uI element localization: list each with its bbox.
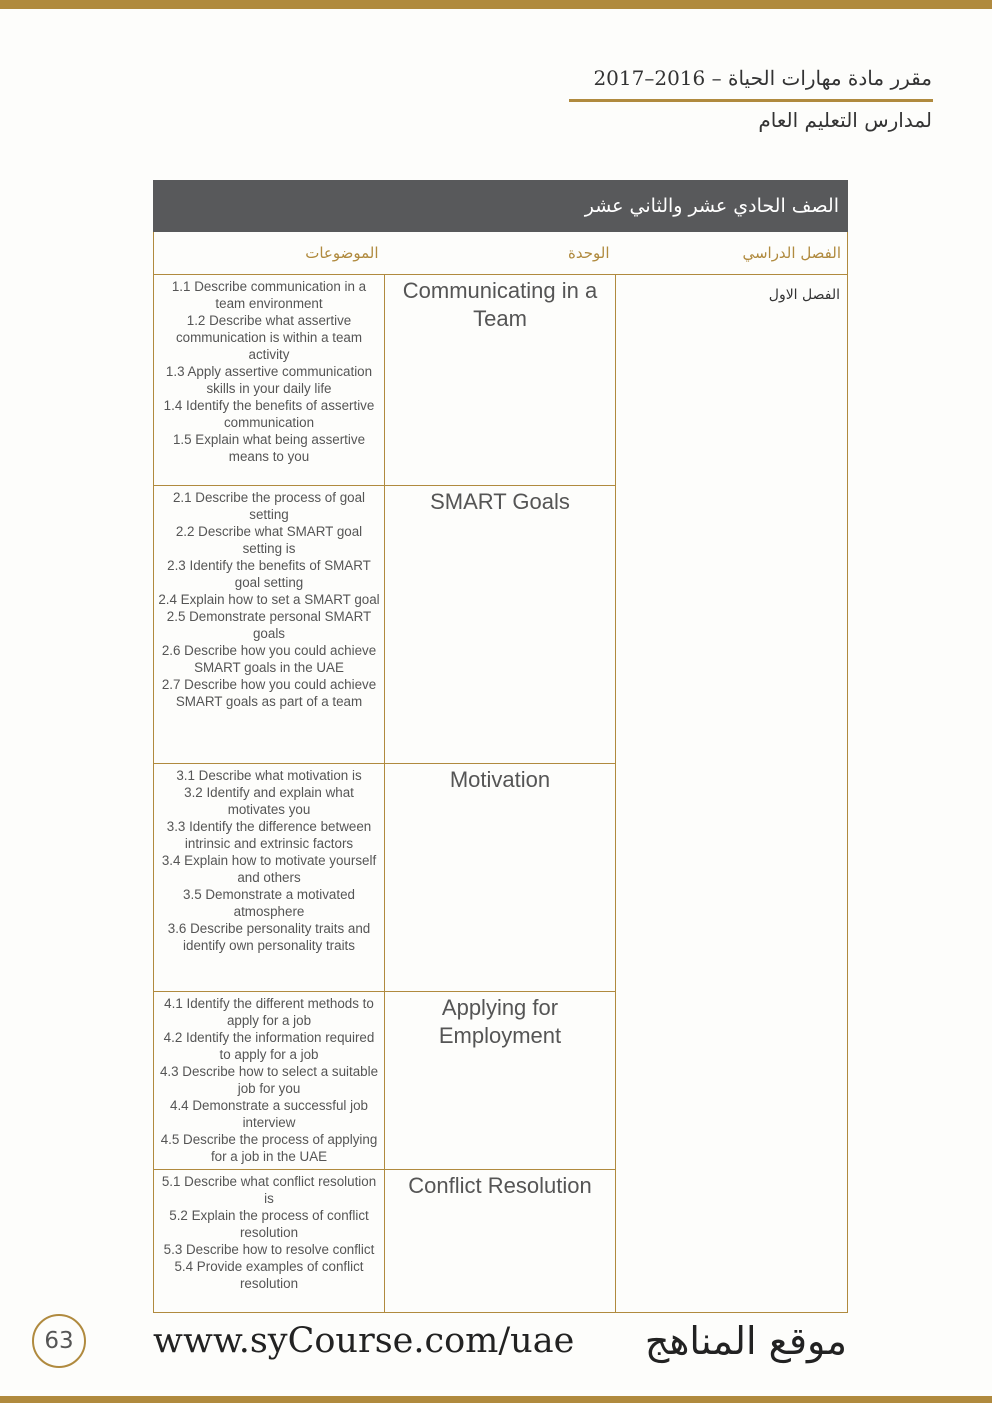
- topic-item: 2.3 Identify the benefits of SMART goal setting: [167, 558, 371, 590]
- curriculum-table: [153, 180, 848, 1313]
- unit-cell: Communicating in a Team: [385, 275, 616, 486]
- topic-item: 3.2 Identify and explain what motivates you: [184, 785, 354, 817]
- unit-cell: Motivation: [385, 764, 616, 992]
- topics-cell: [154, 992, 385, 1170]
- content-area: [153, 180, 847, 1363]
- column-header-semester: الفصل الدراسي: [616, 232, 848, 275]
- header-divider: [569, 99, 933, 102]
- topic-item: 4.1 Identify the different methods to apply for a job: [164, 996, 374, 1028]
- topic-item: 4.3 Describe how to select a suitable job for you: [159, 1064, 379, 1096]
- topic-item: 2.7 Describe how you could achieve SMART goals as part of a team: [161, 677, 377, 709]
- topic-item: 5.4 Provide examples of conflict resolution: [174, 1259, 364, 1291]
- page-number: 63: [32, 1314, 86, 1368]
- topic-item: 2.2 Describe what SMART goal setting is: [175, 524, 363, 556]
- topic-item: 5.1 Describe what conflict resolution is: [161, 1174, 377, 1206]
- topic-item: 3.3 Identify the difference between intrinsic and extrinsic factors: [166, 819, 372, 851]
- topic-item: 1.4 Identify the benefits of assertive communication: [163, 398, 375, 430]
- watermark-arabic: موقع المناهج: [644, 1319, 847, 1363]
- topics-cell: [154, 1170, 385, 1313]
- top-border: [0, 0, 992, 9]
- topic-item: 2.5 Demonstrate personal SMART goals: [166, 609, 372, 641]
- unit-cell: SMART Goals: [385, 486, 616, 764]
- bottom-border: [0, 1396, 992, 1403]
- topic-item: 1.2 Describe what assertive communication is within a team activity: [175, 313, 363, 362]
- topic-item: 4.5 Describe the process of applying for a job in the UAE: [160, 1132, 378, 1164]
- topic-item: 1.3 Apply assertive communication skills in your daily life: [165, 364, 373, 396]
- topic-item: 5.3 Describe how to resolve conflict: [163, 1242, 375, 1257]
- topic-item: 2.4 Explain how to set a SMART goal: [158, 592, 380, 607]
- topics-cell: [154, 764, 385, 992]
- topic-item: 1.5 Explain what being assertive means to you: [172, 432, 366, 464]
- unit-cell: Applying for Employment: [385, 992, 616, 1170]
- course-title: مقرر مادة مهارات الحياة – 2016–2017: [593, 66, 932, 90]
- topics-cell: [154, 275, 385, 486]
- topic-item: 1.1 Describe communication in a team environment: [171, 279, 367, 311]
- topic-item: 3.4 Explain how to motivate yourself and others: [161, 853, 377, 885]
- topics-cell: [154, 486, 385, 764]
- table-row: [154, 275, 848, 486]
- topic-item: 3.5 Demonstrate a motivated atmosphere: [183, 887, 355, 919]
- topic-item: 2.6 Describe how you could achieve SMART goals in the UAE: [161, 643, 377, 675]
- semester-cell: الفصل الاول: [616, 275, 848, 1313]
- topic-item: 3.6 Describe personality traits and identify own personality traits: [167, 921, 371, 953]
- topic-item: 5.2 Explain the process of conflict resolution: [169, 1208, 369, 1240]
- topic-item: 3.1 Describe what motivation is: [176, 768, 362, 783]
- watermark-row: [153, 1319, 847, 1363]
- watermark-url: www.syCourse.com/uae: [153, 1321, 575, 1361]
- topic-item: 4.2 Identify the information required to apply for a job: [163, 1030, 375, 1062]
- header-subtitle: لمدارس التعليم العام: [758, 108, 932, 132]
- column-header-unit: الوحدة: [385, 232, 616, 275]
- topic-item: 2.1 Describe the process of goal setting: [172, 490, 366, 522]
- column-header-topics: الموضوعات: [154, 232, 385, 275]
- table-title: الصف الحادي عشر والثاني عشر: [154, 181, 848, 232]
- unit-cell: Conflict Resolution: [385, 1170, 616, 1313]
- topic-item: 4.4 Demonstrate a successful job interview: [170, 1098, 368, 1130]
